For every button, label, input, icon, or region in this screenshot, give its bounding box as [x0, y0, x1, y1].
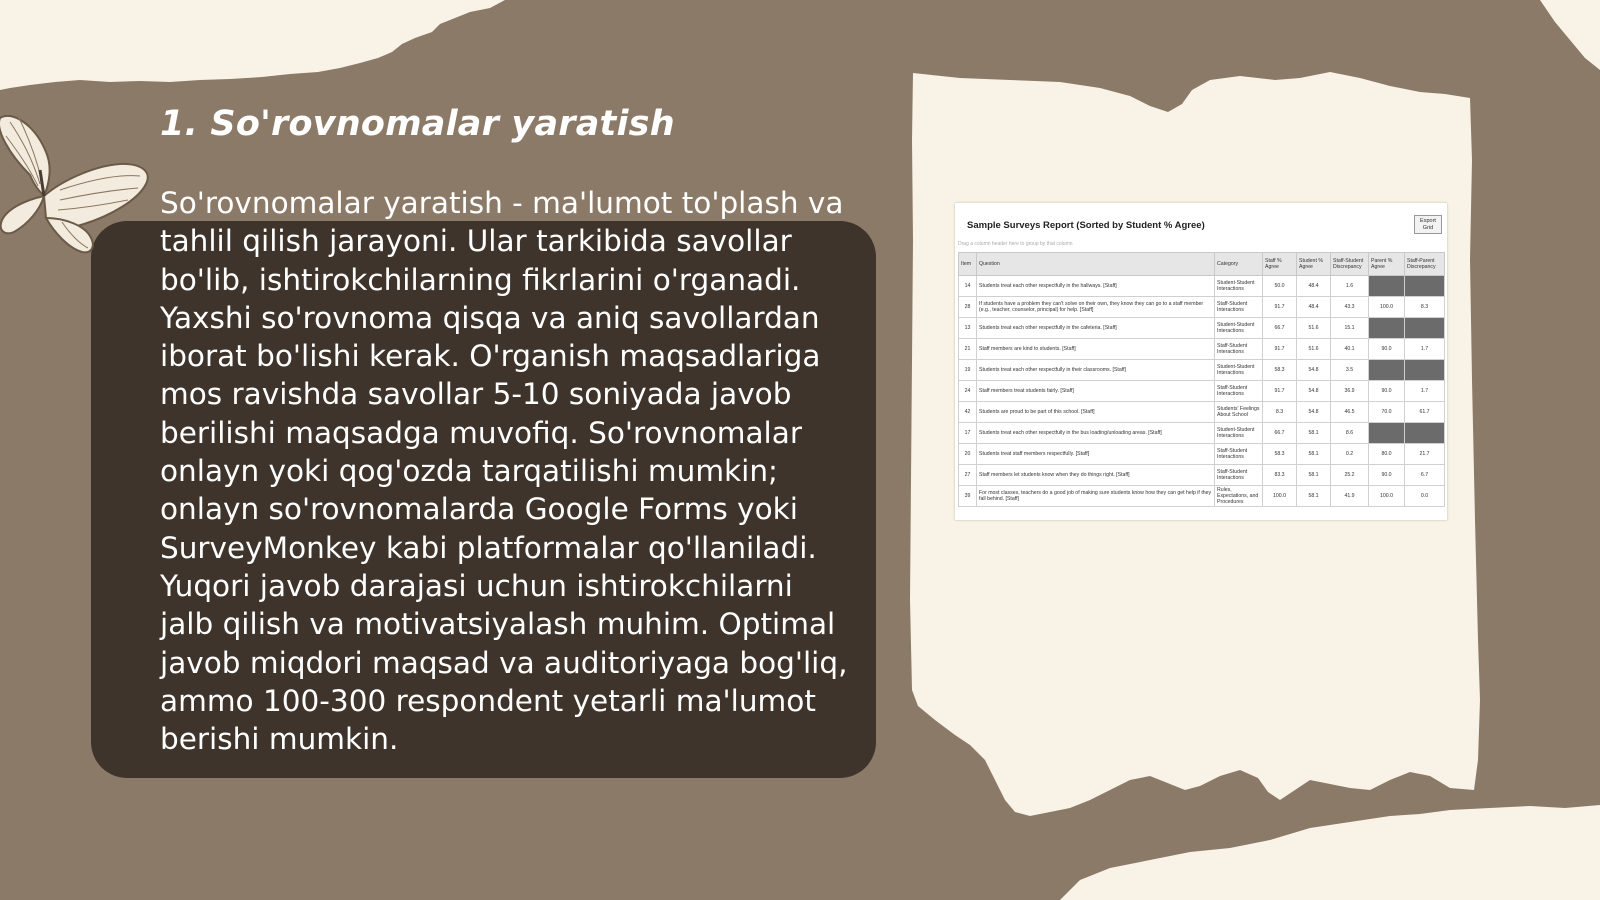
report-cell-item: 19 [959, 360, 977, 381]
report-row [959, 402, 1445, 423]
report-cell-item: 21 [959, 339, 977, 360]
report-cell-staff: 66.7 [1263, 318, 1297, 339]
report-cell-disc: 40.1 [1331, 339, 1369, 360]
report-cell-staff: 58.3 [1263, 444, 1297, 465]
report-cell-disc: 1.6 [1331, 276, 1369, 297]
report-cell-category: Staff-Student Interactions [1215, 444, 1263, 465]
report-row [959, 360, 1445, 381]
report-cell-question: Students treat each other respectfully in the hallways. [Staff] [977, 276, 1215, 297]
report-cell-student: 58.1 [1297, 444, 1331, 465]
report-cell-student: 58.1 [1297, 486, 1331, 507]
report-cell-disc: 46.5 [1331, 402, 1369, 423]
report-cell-question: Students treat staff members respectfully. [Staff] [977, 444, 1215, 465]
report-column-header: Staff % Agree [1263, 253, 1297, 276]
report-cell-pdisc: 0.0 [1405, 486, 1445, 507]
report-cell-staff: 83.3 [1263, 465, 1297, 486]
report-cell-disc: 3.5 [1331, 360, 1369, 381]
report-cell-category: Rules, Expectations, and Procedures [1215, 486, 1263, 507]
report-cell-parent: 70.0 [1369, 402, 1405, 423]
report-cell-parent: 90.0 [1369, 339, 1405, 360]
report-cell-student: 54.8 [1297, 402, 1331, 423]
report-cell-category: Staff-Student Interactions [1215, 465, 1263, 486]
report-cell-parent: 90.0 [1369, 381, 1405, 402]
report-row [959, 297, 1445, 318]
report-cell-category: Staff-Student Interactions [1215, 381, 1263, 402]
report-column-header: Category [1215, 253, 1263, 276]
report-row [959, 444, 1445, 465]
report-cell-parent [1369, 360, 1405, 381]
report-cell-disc: 25.2 [1331, 465, 1369, 486]
report-cell-student: 48.4 [1297, 297, 1331, 318]
report-cell-staff: 100.0 [1263, 486, 1297, 507]
report-cell-pdisc: 6.7 [1405, 465, 1445, 486]
report-cell-category: Student-Student Interactions [1215, 360, 1263, 381]
report-cell-parent: 100.0 [1369, 486, 1405, 507]
report-cell-parent: 100.0 [1369, 297, 1405, 318]
report-cell-student: 48.4 [1297, 276, 1331, 297]
report-cell-parent [1369, 276, 1405, 297]
report-column-header: Parent % Agree [1369, 253, 1405, 276]
report-cell-question: Staff members treat students fairly. [Staff] [977, 381, 1215, 402]
report-row [959, 423, 1445, 444]
report-cell-pdisc [1405, 423, 1445, 444]
report-cell-staff: 91.7 [1263, 381, 1297, 402]
report-cell-pdisc [1405, 276, 1445, 297]
report-cell-student: 54.8 [1297, 360, 1331, 381]
report-cell-pdisc: 8.3 [1405, 297, 1445, 318]
report-cell-item: 28 [959, 297, 977, 318]
report-column-header: Item [959, 253, 977, 276]
report-cell-pdisc [1405, 360, 1445, 381]
report-cell-disc: 0.2 [1331, 444, 1369, 465]
report-column-header: Staff-Student Discrepancy [1331, 253, 1369, 276]
report-cell-question: If students have a problem they can't solve on their own, they know they can go to a staff member (e.g., teacher, counselor, principal) for help. [Staff] [977, 297, 1215, 318]
report-cell-staff: 58.3 [1263, 360, 1297, 381]
report-cell-item: 14 [959, 276, 977, 297]
report-cell-disc: 43.3 [1331, 297, 1369, 318]
report-cell-disc: 15.1 [1331, 318, 1369, 339]
report-row [959, 276, 1445, 297]
report-cell-parent: 90.0 [1369, 465, 1405, 486]
report-cell-pdisc: 61.7 [1405, 402, 1445, 423]
report-cell-student: 51.6 [1297, 318, 1331, 339]
report-column-header: Student % Agree [1297, 253, 1331, 276]
report-cell-question: Students treat each other respectfully in the bus loading/unloading areas. [Staff] [977, 423, 1215, 444]
report-cell-parent [1369, 423, 1405, 444]
report-cell-disc: 41.9 [1331, 486, 1369, 507]
report-header-row [959, 253, 1445, 276]
report-cell-category: Staff-Student Interactions [1215, 339, 1263, 360]
report-group-hint: Drag a column header here to group by that column [958, 241, 1073, 247]
report-cell-item: 17 [959, 423, 977, 444]
report-cell-student: 54.8 [1297, 381, 1331, 402]
report-cell-question: Students are proud to be part of this school. [Staff] [977, 402, 1215, 423]
report-cell-student: 58.1 [1297, 465, 1331, 486]
butterfly-icon [0, 100, 160, 275]
survey-report-image [955, 203, 1447, 520]
report-cell-staff: 91.7 [1263, 339, 1297, 360]
report-cell-item: 20 [959, 444, 977, 465]
report-cell-parent [1369, 318, 1405, 339]
report-row [959, 381, 1445, 402]
report-cell-item: 27 [959, 465, 977, 486]
slide-title: 1. So'rovnomalar yaratish [160, 104, 675, 144]
report-cell-student: 51.6 [1297, 339, 1331, 360]
report-cell-staff: 66.7 [1263, 423, 1297, 444]
report-cell-category: Students' Feelings About School [1215, 402, 1263, 423]
slide-paragraph: So'rovnomalar yaratish - ma'lumot to'plash va tahlil qilish jarayoni. Ular tarkibida savollar bo'lib, ishtirokchilarning fikrlarini o'rganadi. Yaxshi so'rovnoma qisqa va aniq savollardan iborat bo'lishi kerak. O'rganish maqsadlariga mos ravishda savollar 5-10 soniyada javob berilishi maqsadga muvofiq. So'rovnomalar onlayn yoki qog'ozda tarqatilishi mumkin; onlayn so'rovnomalarda Google Forms yoki SurveyMonkey kabi platformalar qo'llaniladi. Yuqori javob darajasi uchun ishtirokchilarni jalb qilish va motivatsiyalash muhim. Optimal javob miqdori maqsad va auditoriyaga bog'liq, ammo 100-300 respondent yetarli ma'lumot berishi mumkin. [160, 186, 848, 757]
report-cell-question: Students treat each other respectfully in the cafeteria. [Staff] [977, 318, 1215, 339]
export-grid-button: Export Grid [1414, 215, 1442, 234]
report-cell-item: 24 [959, 381, 977, 402]
report-cell-pdisc [1405, 318, 1445, 339]
report-cell-pdisc: 1.7 [1405, 339, 1445, 360]
report-column-header: Question [977, 253, 1215, 276]
report-cell-pdisc: 1.7 [1405, 381, 1445, 402]
report-cell-category: Student-Student Interactions [1215, 318, 1263, 339]
report-cell-question: Staff members let students know when they do things right. [Staff] [977, 465, 1215, 486]
report-cell-item: 13 [959, 318, 977, 339]
report-cell-category: Student-Student Interactions [1215, 423, 1263, 444]
report-cell-parent: 80.0 [1369, 444, 1405, 465]
report-row [959, 318, 1445, 339]
report-cell-disc: 8.6 [1331, 423, 1369, 444]
report-table [958, 252, 1445, 507]
report-cell-item: 39 [959, 486, 977, 507]
report-row [959, 339, 1445, 360]
report-title: Sample Surveys Report (Sorted by Student % Agree) [967, 220, 1205, 231]
report-cell-question: Staff members are kind to students. [Staff] [977, 339, 1215, 360]
report-cell-disc: 36.9 [1331, 381, 1369, 402]
report-cell-staff: 8.3 [1263, 402, 1297, 423]
report-cell-staff: 91.7 [1263, 297, 1297, 318]
report-cell-question: For most classes, teachers do a good job of making sure students know how they can get help if they fall behind. [Staff] [977, 486, 1215, 507]
report-cell-category: Student-Student Interactions [1215, 276, 1263, 297]
report-cell-question: Students treat each other respectfully in their classrooms. [Staff] [977, 360, 1215, 381]
report-cell-category: Staff-Student Interactions [1215, 297, 1263, 318]
report-cell-item: 42 [959, 402, 977, 423]
report-cell-student: 58.1 [1297, 423, 1331, 444]
report-row [959, 486, 1445, 507]
report-row [959, 465, 1445, 486]
report-column-header: Staff-Parent Discrepancy [1405, 253, 1445, 276]
report-cell-staff: 50.0 [1263, 276, 1297, 297]
report-cell-pdisc: 21.7 [1405, 444, 1445, 465]
